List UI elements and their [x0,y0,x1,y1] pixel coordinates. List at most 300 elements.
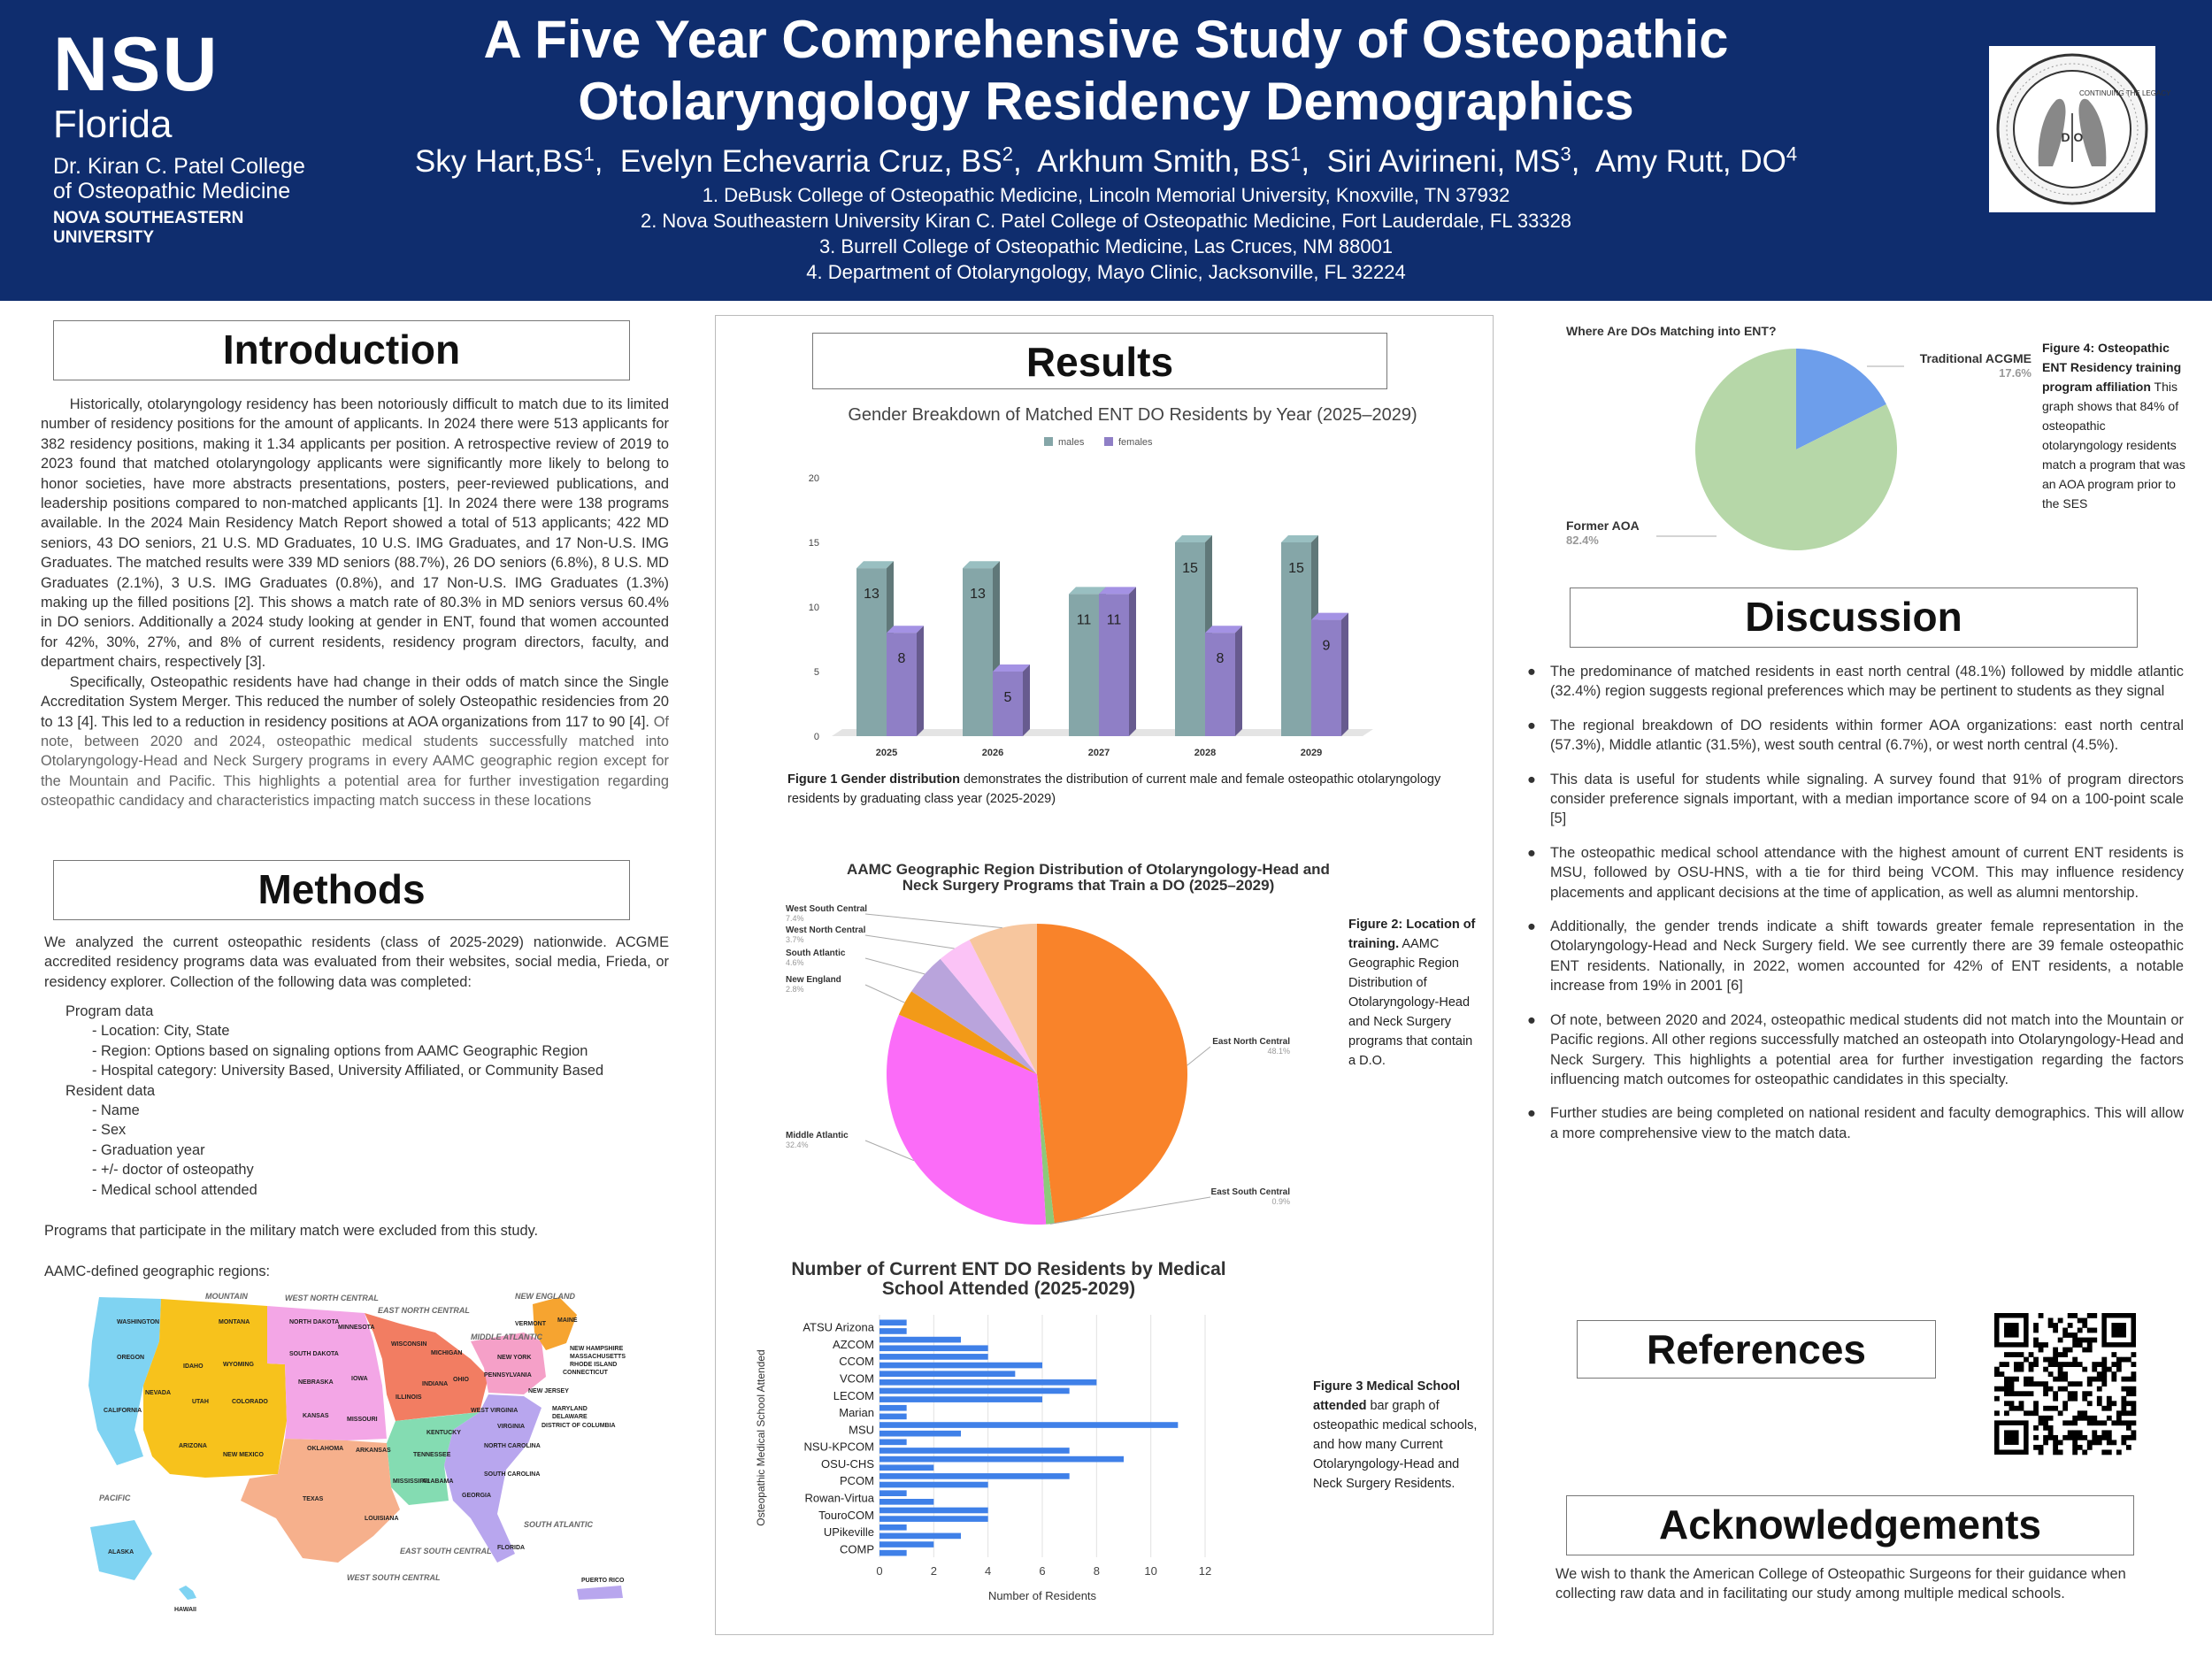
qr-module [2101,1371,2107,1377]
qr-module [2082,1449,2087,1455]
fig2-title: AAMC Geographic Region Distribution of Otolaryngology-Head and Neck Surgery Programs that Train a DO (2025–2029) [847,861,1330,894]
qr-module [2014,1367,2019,1372]
qr-module [2053,1348,2058,1353]
qr-module [2131,1430,2136,1435]
discussion-item: ● Additionally, the gender trends indicate a shift towards greater female representation in the Otolaryngology-Head and Neck Surgery field. We see currently there are 39 female osteopathic ENT residents. Nationally, in 2022, women accounted for 42% of ENT residents, a notable increase from 19% in 2001 [6] [1527,918,2184,995]
qr-module [2087,1401,2093,1406]
qr-module [2009,1401,2015,1406]
qr-module [2068,1396,2073,1402]
fig2-slice-pct: 3.7% [786,935,804,944]
qr-module [2029,1381,2034,1386]
qr-module [2053,1406,2058,1411]
logo-state: Florida [53,103,173,146]
qr-module [2039,1342,2044,1348]
qr-module [2033,1323,2039,1328]
fig3-title: Number of Current ENT DO Residents by Medical School Attended (2025-2029) [791,1259,1226,1299]
qr-module [2053,1357,2058,1363]
map-state-label: NEBRASKA [298,1379,334,1386]
qr-module [2131,1352,2136,1357]
map-label: AAMC-defined geographic regions: [44,1263,271,1279]
logo-university-line1: NOVA SOUTHEASTERN [53,209,244,227]
qr-module [2033,1342,2039,1348]
legend-swatch-males [1044,437,1053,446]
qr-module [2068,1333,2073,1338]
qr-module [2004,1401,2009,1406]
qr-module [2107,1416,2112,1421]
fig3-bar [879,1550,907,1556]
title-line1: A Five Year Comprehensive Study of Osteopathic [483,10,1729,69]
qr-module [2068,1313,2073,1318]
qr-module [2000,1386,2005,1392]
fig3-school-label: UPikeville [823,1525,874,1540]
fig4-slice-pct: 17.6% [1999,366,2032,380]
map-state-label: VIRGINIA [497,1424,526,1430]
qr-module [2039,1381,2044,1386]
svg-text:D O: D O [2061,130,2084,144]
qr-module [2024,1381,2029,1386]
fig2-slice-pct: 4.6% [786,958,804,967]
fig1-bar-females [1205,633,1235,736]
fig1-bar-side [1023,664,1030,736]
map-state-label: ALABAMA [422,1479,454,1485]
qr-module [2058,1338,2063,1343]
qr-module [2101,1381,2107,1386]
qr-module [2062,1371,2068,1377]
qr-module [2053,1445,2058,1450]
qr-module [2062,1401,2068,1406]
fig1-ytick: 20 [808,473,819,484]
qr-module [2121,1406,2126,1411]
qr-module [2009,1386,2015,1392]
qr-module [2062,1406,2068,1411]
qr-module [2068,1323,2073,1328]
qr-module [2092,1440,2097,1445]
map-state-label: RHODE ISLAND [570,1362,618,1368]
qr-module [2043,1440,2048,1445]
qr-module [2078,1362,2083,1367]
discussion-item: ● Further studies are being completed on national resident and faculty demographics. This will allow a more comprehensive view to the match data. [1527,1105,2184,1141]
map-state-label: LOUISIANA [365,1516,399,1522]
fig3-school-label: ATSU Arizona [803,1320,874,1334]
qr-module [2019,1391,2024,1396]
fig1-ytick: 0 [813,732,819,742]
qr-module [2087,1416,2093,1421]
qr-module [2131,1406,2136,1411]
qr-module [2043,1342,2048,1348]
fig1-bar-side [1235,626,1242,736]
fig3-xtick: 8 [1093,1564,1100,1578]
qr-module [2062,1377,2068,1382]
qr-module [2101,1430,2107,1435]
qr-module [2078,1342,2083,1348]
introduction-paragraph-1: Historically, otolaryngology residency has been notoriously difficult to match due to its limited number of residency positions for the amount of applicants. In 2024 there were 513 applicants for 382 residency positions, making it 1.34 applicants per position. A retrospective review of 2019 to 2023 found that matched otolaryngology applicants were significantly more likely to belong to honor societies, have more abstracts presentations, posters, peer-reviewed publications, and leadership positions compared to non-matched applicants [1]. In 2024 there were 138 programs available. In the 2024 Main Residency Match Report showed a total of 513 applicants; 422 MD seniors, 43 DO seniors, 21 U.S. MD Graduates, 10 U.S. IMG Graduates, and 17 Non-U.S. IMG Graduates. The matched results were 339 MD seniors (88.7%), 26 DO seniors (6.8%), 8 U.S. MD Graduates (2.1%), 3 U.S. IMG Graduates (0.8%), and 17 Non-U.S. IMG Graduates (1.3%) making up the filled positions [2]. This shows a match rate of 80.3% in MD seniors versus 60.4% in DO seniors. Additionally a 2024 study looking at gender in ENT, found that women accounted for 42%, 30%, 27%, and 8% of current residents, residency program directors, faculty, and department chairs, respectively [3]. [41,396,669,671]
fig3-bar [879,1440,907,1446]
qr-module [2009,1352,2015,1357]
map-region-label: SOUTH ATLANTIC [524,1520,593,1529]
fig3-bar [879,1388,1070,1394]
qr-module [2053,1323,2058,1328]
qr-module [2082,1348,2087,1353]
map-state-label: HAWAII [174,1607,196,1613]
discussion-heading: Discussion [1570,588,2138,648]
fig1-data-label: 13 [970,587,986,603]
fig4-title: Where Are DOs Matching into ENT? [1566,324,1777,338]
qr-module [2087,1313,2093,1318]
qr-module [2072,1416,2078,1421]
qr-module [2068,1381,2073,1386]
map-state-label: MASSACHUSETTS [570,1354,626,1360]
qr-module [2087,1338,2093,1343]
qr-module [2058,1440,2063,1445]
qr-module [2033,1401,2039,1406]
qr-module [2019,1406,2024,1411]
program-data-item: - Region: Options based on signaling options from AAMC Geographic Region [92,1042,588,1059]
fig3-bar [879,1431,961,1437]
qr-module [2107,1367,2112,1372]
qr-module [2053,1391,2058,1396]
qr-module [2043,1425,2048,1431]
map-state-label: IOWA [351,1376,368,1382]
qr-module [2101,1420,2107,1425]
map-state-label: COLORADO [232,1399,268,1405]
program-data-header: Program data [65,1003,154,1019]
qr-module [2004,1410,2009,1416]
map-state-label: TENNESSEE [413,1452,451,1458]
qr-module [2111,1377,2116,1382]
qr-module [2131,1371,2136,1377]
fig3-school-label: TouroCOM [818,1508,874,1522]
map-state-label: WYOMING [223,1362,254,1368]
qr-module [2068,1430,2073,1435]
map-state-label: CALIFORNIA [104,1408,142,1414]
qr-module [2000,1362,2005,1367]
map-state-label: ARKANSAS [356,1448,391,1454]
fig3-school-label: OSU-CHS [821,1456,874,1471]
fig1-data-label: 15 [1182,561,1198,576]
map-state-label: NEVADA [145,1390,172,1396]
qr-module [2116,1367,2122,1372]
map-state-label: WASHINGTON [117,1319,160,1325]
qr-module [2068,1420,2073,1425]
qr-module [2111,1440,2116,1445]
qr-module [2078,1416,2083,1421]
qr-module [1994,1396,2000,1402]
fig2-slice-label: West South Central [786,904,868,914]
qr-module [2043,1386,2048,1392]
logo-university-line2: UNIVERSITY [53,228,155,247]
qr-module [2043,1357,2048,1363]
qr-module [2126,1410,2131,1416]
resident-data-item: - +/- doctor of osteopathy [92,1162,254,1179]
discussion-item: ● This data is useful for students while signaling. A survey found that 91% of program directors consider preference signals important, with a median importance score of 94 on a 100-point scale [5] [1527,771,2184,827]
legend-swatch-females [1104,437,1113,446]
qr-module [2024,1377,2029,1382]
map-state-label: SOUTH CAROLINA [484,1471,541,1478]
qr-module [2087,1381,2093,1386]
qr-module [2082,1396,2087,1402]
qr-module [2126,1401,2131,1406]
qr-module [2121,1440,2126,1445]
qr-module [2053,1377,2058,1382]
qr-module [2107,1406,2112,1411]
qr-module [2000,1371,2005,1377]
qr-module [2062,1333,2068,1338]
discussion-item: ● Of note, between 2020 and 2024, osteopathic medical students did not match into the Mountain or Pacific regions. All other regions successfully matched an osteopath into Otolaryngology-Head and Neck Surgery. This highlights a potential area for further investigation regarding the factors influencing match outcomes for osteopathic candidates in this specialty. [1527,1011,2184,1087]
qr-module [1994,1371,2000,1377]
qr-module [2107,1430,2112,1435]
affiliation: 1. DeBusk College of Osteopathic Medicine, Lincoln Memorial University, Knoxville, TN 37932 [702,184,1510,206]
title-line2: Otolaryngology Residency Demographics [578,72,1634,131]
fig3-xlabel: Number of Residents [987,1589,1097,1602]
map-state-label: ALASKA [108,1549,134,1555]
fig1-xtick: 2028 [1194,748,1217,758]
map-state-label: MINNESOTA [338,1325,375,1331]
fig3-school-label: NSU-KPCOM [803,1440,874,1454]
fig4-slice-label: Traditional ACGME [1919,351,2032,365]
map-state-label: KANSAS [303,1413,329,1419]
qr-module [2048,1371,2054,1377]
author: Sky $Hart,BS^1$ [414,142,595,179]
map-state-label: GEORGIA [462,1493,492,1499]
fig3-xtick: 12 [1198,1564,1212,1578]
affiliation: 2. Nova Southeastern University Kiran C. Patel College of Osteopathic Medicine, Fort Lauderdale, FL 33328 [640,210,1572,232]
fig3-bar [879,1396,1042,1402]
qr-module [2068,1348,2073,1353]
fig3-school-label: AZCOM [833,1337,874,1351]
fig2-slice-pct: 0.9% [1271,1197,1290,1206]
resident-data-item: - Name [92,1102,140,1119]
qr-module [2029,1362,2034,1367]
qr-module [2033,1338,2039,1343]
qr-module [2107,1396,2112,1402]
map-state-label: MARYLAND [552,1406,588,1412]
introduction-text [41,395,669,811]
map-state-label: DISTRICT OF COLUMBIA [541,1423,616,1429]
qr-module [2101,1362,2107,1367]
gender-bar-chart [779,426,1416,763]
qr-module [2121,1435,2126,1440]
qr-module [2111,1352,2116,1357]
fig3-bar [879,1422,1178,1428]
qr-module [2004,1381,2009,1386]
poster-header [0,0,2212,301]
fig3-bar [879,1541,933,1548]
qr-module [2131,1362,2136,1367]
qr-module [2019,1401,2024,1406]
qr-module [2121,1420,2126,1425]
qr-module [2116,1420,2122,1425]
qr-module [2078,1338,2083,1343]
qr-module [2058,1377,2063,1382]
qr-module [2048,1430,2054,1435]
qr-module [2039,1313,2044,1318]
qr-module [2082,1410,2087,1416]
qr-module [2131,1377,2136,1382]
qr-module [2014,1362,2019,1367]
fig2-slice-label: East South Central [1210,1187,1290,1197]
medical-school-bar-chart [750,1306,1290,1624]
qr-module [2029,1410,2034,1416]
qr-module [2033,1435,2039,1440]
qr-module [2004,1377,2009,1382]
qr-module [2087,1420,2093,1425]
methods-heading: Methods [53,860,630,920]
fig1-bar-side [917,626,924,736]
map-state-label: MAINE [557,1317,578,1324]
fig3-ylabel: Osteopathic Medical School Attended [755,1349,767,1526]
fig3-bar [879,1456,1124,1463]
qr-code-icon[interactable] [1994,1313,2139,1455]
map-region-label: EAST SOUTH CENTRAL [400,1547,492,1555]
qr-module [2062,1435,2068,1440]
fig1-title: Gender Breakdown of Matched ENT DO Residents by Year (2025–2029) [848,405,1417,425]
fig1-xtick: 2027 [1087,748,1110,758]
qr-module [2092,1362,2097,1367]
map-state-label: PENNSYLVANIA [484,1372,532,1379]
qr-module [2033,1381,2039,1386]
qr-module [2029,1352,2034,1357]
qr-module [2101,1367,2107,1372]
qr-module [2043,1406,2048,1411]
qr-module [2072,1430,2078,1435]
qr-module [2062,1328,2068,1333]
qr-module [2043,1435,2048,1440]
qr-module [2131,1410,2136,1416]
fig3-bar [879,1354,988,1360]
qr-module [2072,1449,2078,1455]
fig4-caption: Figure 4: Osteopathic ENT Residency training program affiliation This graph shows that 84% of osteopathic otolaryngology residents match a program that was an AOA program prior to the SES [2042,341,2185,511]
map-region-label: MIDDLE ATLANTIC [471,1333,542,1341]
methods-intro: We analyzed the current osteopathic residents (class of 2025-2029) nationwide. ACGME accredited residency programs data was evaluated from their websites, social media, Frieda, or residency explorer. Collection of the following data was completed: [44,934,669,990]
qr-module [2072,1357,2078,1363]
qr-module [2009,1381,2015,1386]
fig3-bar [879,1328,907,1334]
qr-module [2101,1435,2107,1440]
qr-module [2111,1401,2116,1406]
qr-module [2072,1435,2078,1440]
qr-module [2048,1435,2054,1440]
qr-module [2126,1445,2131,1450]
qr-module [2043,1416,2048,1421]
qr-module [2087,1328,2093,1333]
fig3-school-label: CCOM [839,1355,874,1369]
fig3-bar [879,1345,988,1351]
logo-college-line1: Dr. Kiran C. Patel College [53,154,305,179]
qr-module [2029,1391,2034,1396]
qr-module [2131,1435,2136,1440]
qr-module [2058,1371,2063,1377]
qr-module [2097,1420,2102,1425]
qr-module [2062,1352,2068,1357]
fig3-bar [879,1337,961,1343]
qr-module [2053,1362,2058,1367]
fig1-ytick: 5 [813,667,819,678]
qr-module [2039,1420,2044,1425]
qr-module [2058,1386,2063,1392]
fig1-ytick: 15 [808,538,819,549]
resident-data-item: - Medical school attended [92,1181,257,1198]
qr-module [2019,1362,2024,1367]
college-seal-logo [1989,46,2171,212]
fig2-leader-line [865,935,955,949]
qr-module [2092,1377,2097,1382]
qr-module [2048,1318,2054,1324]
affiliation: 3. Burrell College of Osteopathic Medicine, Las Cruces, NM 88001 [818,235,1394,257]
fig3-bar [879,1525,907,1531]
qr-module [2072,1420,2078,1425]
fig3-school-label: MSU [849,1423,874,1437]
qr-module [2097,1377,2102,1382]
qr-module [2131,1420,2136,1425]
fig2-slice-label: West North Central [786,926,866,935]
fig2-leader-line [865,958,925,974]
qr-module [2082,1416,2087,1421]
poster-title [336,9,1876,133]
qr-module [2033,1406,2039,1411]
map-state-label: OHIO [453,1377,469,1383]
qr-module [2058,1362,2063,1367]
qr-module [2072,1391,2078,1396]
introduction-paragraph-2: Specifically, Osteopathic residents have had change in their odds of match since the Single Accreditation System Merger. This reduced the number of solely Osteopathic residencies from 20 to 13 [4]. This led to a reduction in residency positions at AOA organizations from 117 to 90 [4]. Of note, between 2020 and 2024, osteopathic medical students successfully matched into Otolaryngology-Head and Neck Surgery programs in every AAMC geographic region except for the Mountain and Pacific. This highlights a potential area for further investigation regarding osteopathic candidacy and characteristics impacting match success in these locations [41,673,669,810]
map-state-label: NORTH CAROLINA [484,1443,541,1449]
fig3-bar [879,1516,988,1522]
qr-module [2087,1445,2093,1450]
qr-module [2078,1435,2083,1440]
qr-module [2082,1323,2087,1328]
qr-module [2126,1420,2131,1425]
map-region-label: PACIFIC [99,1494,131,1502]
qr-module [2048,1323,2054,1328]
map-region-label: WEST SOUTH CENTRAL [347,1573,441,1582]
map-state-label: MONTANA [219,1319,250,1325]
map-state-label: OREGON [117,1355,145,1361]
fig1-data-label: 8 [1216,651,1225,667]
qr-module [2087,1348,2093,1353]
fig3-bar [879,1405,907,1411]
map-state-label: WEST VIRGINIA [471,1408,518,1414]
qr-module [2072,1342,2078,1348]
qr-module [2078,1318,2083,1324]
seal-icon [1994,51,2171,207]
fig3-bar [879,1363,1042,1369]
fig3-bar [879,1371,1015,1377]
fig4-slice-pct: 82.4% [1566,534,1599,547]
qr-module [2121,1401,2126,1406]
qr-module [2111,1362,2116,1367]
fig1-data-label: 11 [1106,612,1122,628]
qr-module [2004,1362,2009,1367]
fig1-data-label: 8 [897,651,906,667]
qr-module [2009,1377,2015,1382]
qr-module [2062,1386,2068,1392]
qr-module [2072,1313,2078,1318]
qr-module [2121,1386,2126,1392]
qr-module [2126,1386,2131,1392]
fig1-data-label: 5 [1003,690,1012,705]
qr-module [2078,1445,2083,1450]
methods-exclusion: Programs that participate in the military match were excluded from this study. [44,1223,539,1239]
qr-module [2053,1449,2058,1455]
qr-module [2058,1410,2063,1416]
resident-data-header: Resident data [65,1082,156,1099]
qr-module [2126,1435,2131,1440]
fig3-bar [879,1490,907,1496]
map-region-label: NEW ENGLAND [515,1292,575,1301]
qr-module [2121,1377,2126,1382]
svg-text:CONTINUING THE LEGACY: CONTINUING THE LEGACY [2079,89,2171,97]
qr-module [1994,1410,2000,1416]
qr-module [2033,1425,2039,1431]
